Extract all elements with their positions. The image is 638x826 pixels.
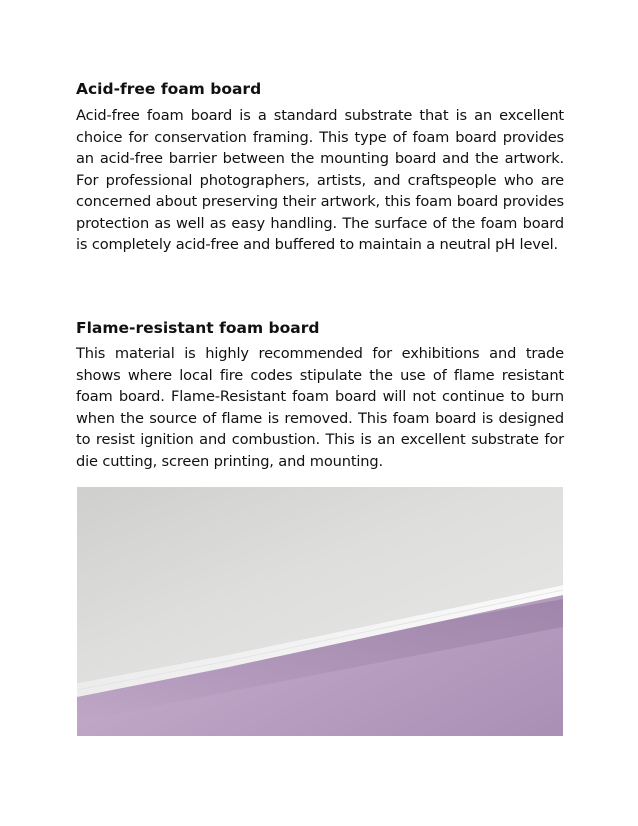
section-heading-acid-free: Acid-free foam board (76, 80, 262, 98)
section-body-flame-resistant: This material is highly recommended for exhibitions and trade shows where local fire codes stipulate the use of flame resistant foam board. Flame-Resistant foam board will not continue to burn when the source of flame is removed. This foam board is designed to resist ignition and combustion. This is an excellent substrate for die cutting, screen printing, and mounting. (76, 345, 564, 470)
section-heading-flame-resistant: Flame-resistant foam board (76, 319, 320, 337)
foam-board-illustration (77, 487, 563, 736)
section-body-acid-free: Acid-free foam board is a standard substrate that is an excellent choice for conservation framing. This type of foam board provides an acid-free barrier between the mounting board and the artwork. For professional photographers, artists, and craftspeople who are concerned about preserving their artwork, this foam board provides protection as well as easy handling. The surface of the foam board is completely acid-free and buffered to maintain a neutral pH level. (76, 107, 564, 253)
foam-board-photo (77, 487, 563, 736)
